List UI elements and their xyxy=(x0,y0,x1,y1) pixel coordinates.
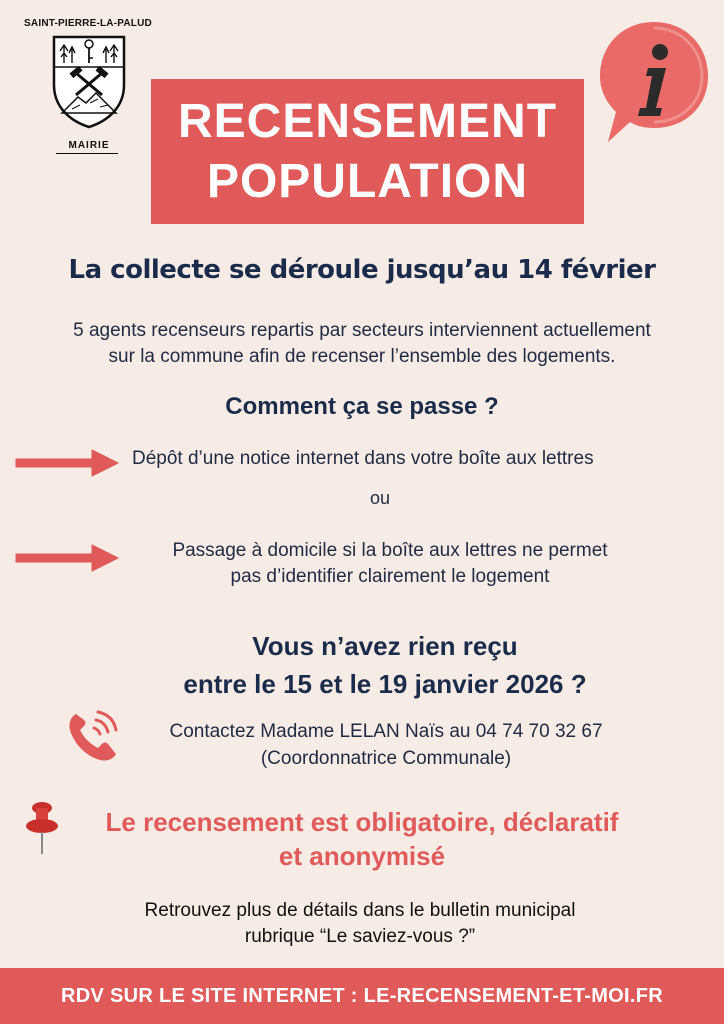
arrow-right-icon xyxy=(14,447,120,479)
footer-banner: RDV SUR LE SITE INTERNET : LE-RECENSEMENT-ET-MOI.FR xyxy=(0,968,724,1024)
or-text: ou xyxy=(369,488,391,508)
contact-line-2: (Coordonnatrice Communale) xyxy=(260,748,512,769)
info-bubble-icon xyxy=(596,18,712,146)
town-name: SAINT-PIERRE-LA-PALUD xyxy=(24,18,152,29)
agents-paragraph xyxy=(0,318,724,370)
agents-line-1: 5 agents recenseurs repartis par secteurs interviennent actuellement xyxy=(73,320,651,341)
phone-ringing-icon xyxy=(64,706,122,764)
mairie-underline xyxy=(56,153,118,154)
retrouvez-line-1: Retrouvez plus de détails dans le bulletin municipal xyxy=(144,900,576,921)
agents-line-2: sur la commune afin de recenser l’ensemble des logements. xyxy=(108,346,616,367)
obligatoire-heading xyxy=(62,805,662,873)
contact-line-1: Contactez Madame LELAN Naïs au 04 74 70 32 67 xyxy=(169,721,603,742)
comment-heading: Comment ça se passe ? xyxy=(225,393,499,420)
step-2-line-1: Passage à domicile si la boîte aux lettres ne permet xyxy=(172,540,608,561)
obligatoire-line-1: Le recensement est obligatoire, déclaratif xyxy=(105,807,619,837)
rien-recu-heading xyxy=(0,627,724,703)
coat-of-arms-icon xyxy=(50,33,128,129)
step-2-line-2: pas d’identifier clairement le logement xyxy=(230,566,550,587)
rien-recu-line-2: entre le 15 et le 19 janvier 2026 ? xyxy=(183,669,587,699)
title-banner xyxy=(151,79,584,224)
arrow-right-icon xyxy=(14,542,120,574)
retrouvez-text xyxy=(60,898,660,950)
step-1-text: Dépôt d’une notice internet dans votre boîte aux lettres xyxy=(132,448,594,469)
title-line-2: POPULATION xyxy=(206,155,529,208)
rien-recu-line-1: Vous n’avez rien reçu xyxy=(252,631,518,661)
pushpin-icon xyxy=(22,800,62,856)
retrouvez-line-2: rubrique “Le saviez-vous ?” xyxy=(244,926,476,947)
obligatoire-line-2: et anonymisé xyxy=(278,841,446,871)
mairie-label: MAIRIE xyxy=(68,140,110,151)
contact-text xyxy=(136,718,636,772)
title-line-1: RECENSEMENT xyxy=(177,95,558,148)
step-2-text xyxy=(120,538,660,590)
collecte-heading: La collecte se déroule jusqu’au 14 février xyxy=(68,255,656,285)
